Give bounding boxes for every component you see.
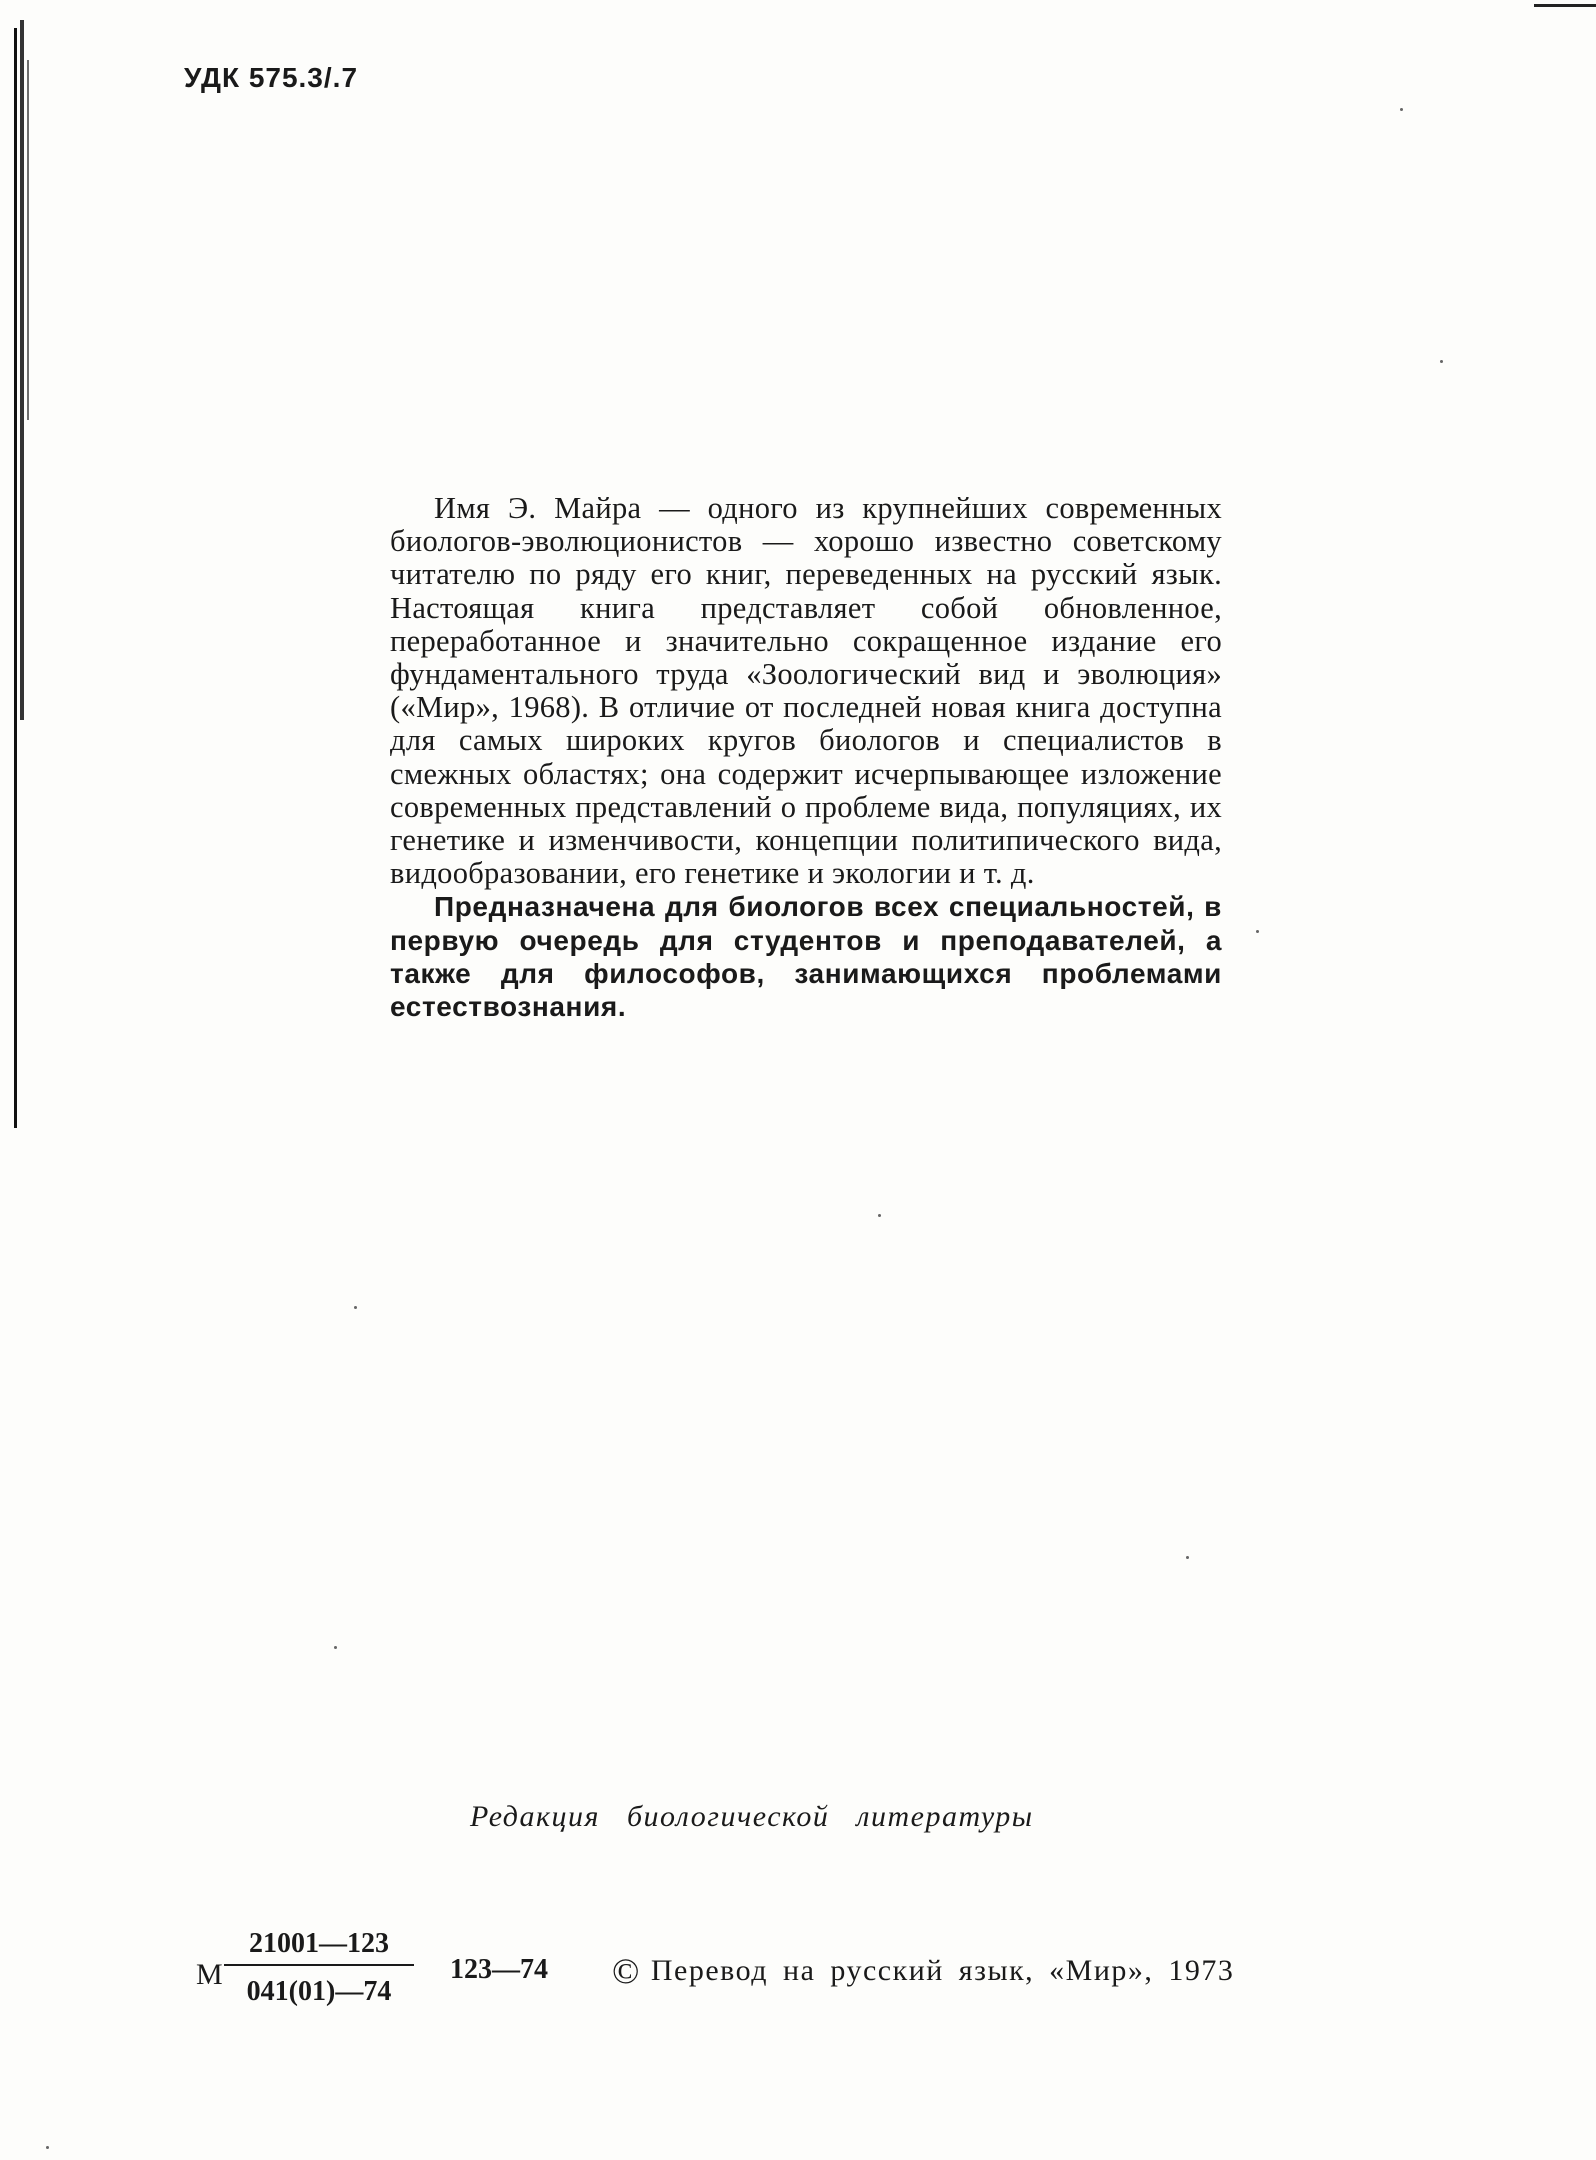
scan-speck [1440, 360, 1443, 363]
scan-speck [1400, 108, 1403, 111]
publication-code-prefix: М [196, 1958, 223, 1991]
annotation-audience-paragraph: Предназначена для биологов всех специальностей, в первую очередь для студентов и преподавателей, а также для философов, занимающихся проблемами естествознания. [390, 891, 1222, 1023]
copyright-icon: © [612, 1951, 641, 1991]
publication-code-fraction [224, 1926, 414, 2010]
publication-code-denominator: 041(01)—74 [246, 1976, 392, 2007]
scan-top-mark [1534, 4, 1596, 7]
fraction-bar [224, 1964, 414, 1966]
udk-classification: УДК 575.3/.7 [184, 62, 359, 93]
editorial-office: Редакция биологической литературы [470, 1800, 1034, 1833]
scan-speck [1256, 930, 1259, 933]
scan-edge-line [20, 20, 24, 720]
book-annotation [390, 492, 1222, 1023]
copyright-text: Перевод на русский язык, «Мир», 1973 [650, 1954, 1235, 1987]
scan-speck [46, 2146, 49, 2149]
copyright-line [612, 1950, 1234, 1992]
scan-edge-line [14, 28, 17, 1128]
publication-code-numerator: 21001—123 [249, 1928, 389, 1959]
annotation-paragraph: Имя Э. Майра — одного из крупнейших современных биологов-эволюционистов — хорошо известно советскому читателю по ряду его книг, переведенных на русский язык. Настоящая книга представляет собой обновленное, переработанное и значительно сокращенное издание его фундаментального труда «Зоологический вид и эволюция» («Мир», 1968). В отличие от последней новая книга доступна для самых широких кругов биологов и специалистов в смежных областях; она содержит исчерпывающее изложение современных представлений о проблеме вида, популяциях, их генетике и изменчивости, концепции политипического вида, видообразовании, его генетике и экологии и т. д. [390, 491, 1222, 891]
scan-speck [878, 1214, 881, 1217]
scan-speck [354, 1306, 357, 1309]
order-number: 123—74 [450, 1954, 548, 1985]
scan-speck [334, 1646, 337, 1649]
scan-speck [1186, 1556, 1189, 1559]
scan-edge-line [27, 60, 29, 420]
